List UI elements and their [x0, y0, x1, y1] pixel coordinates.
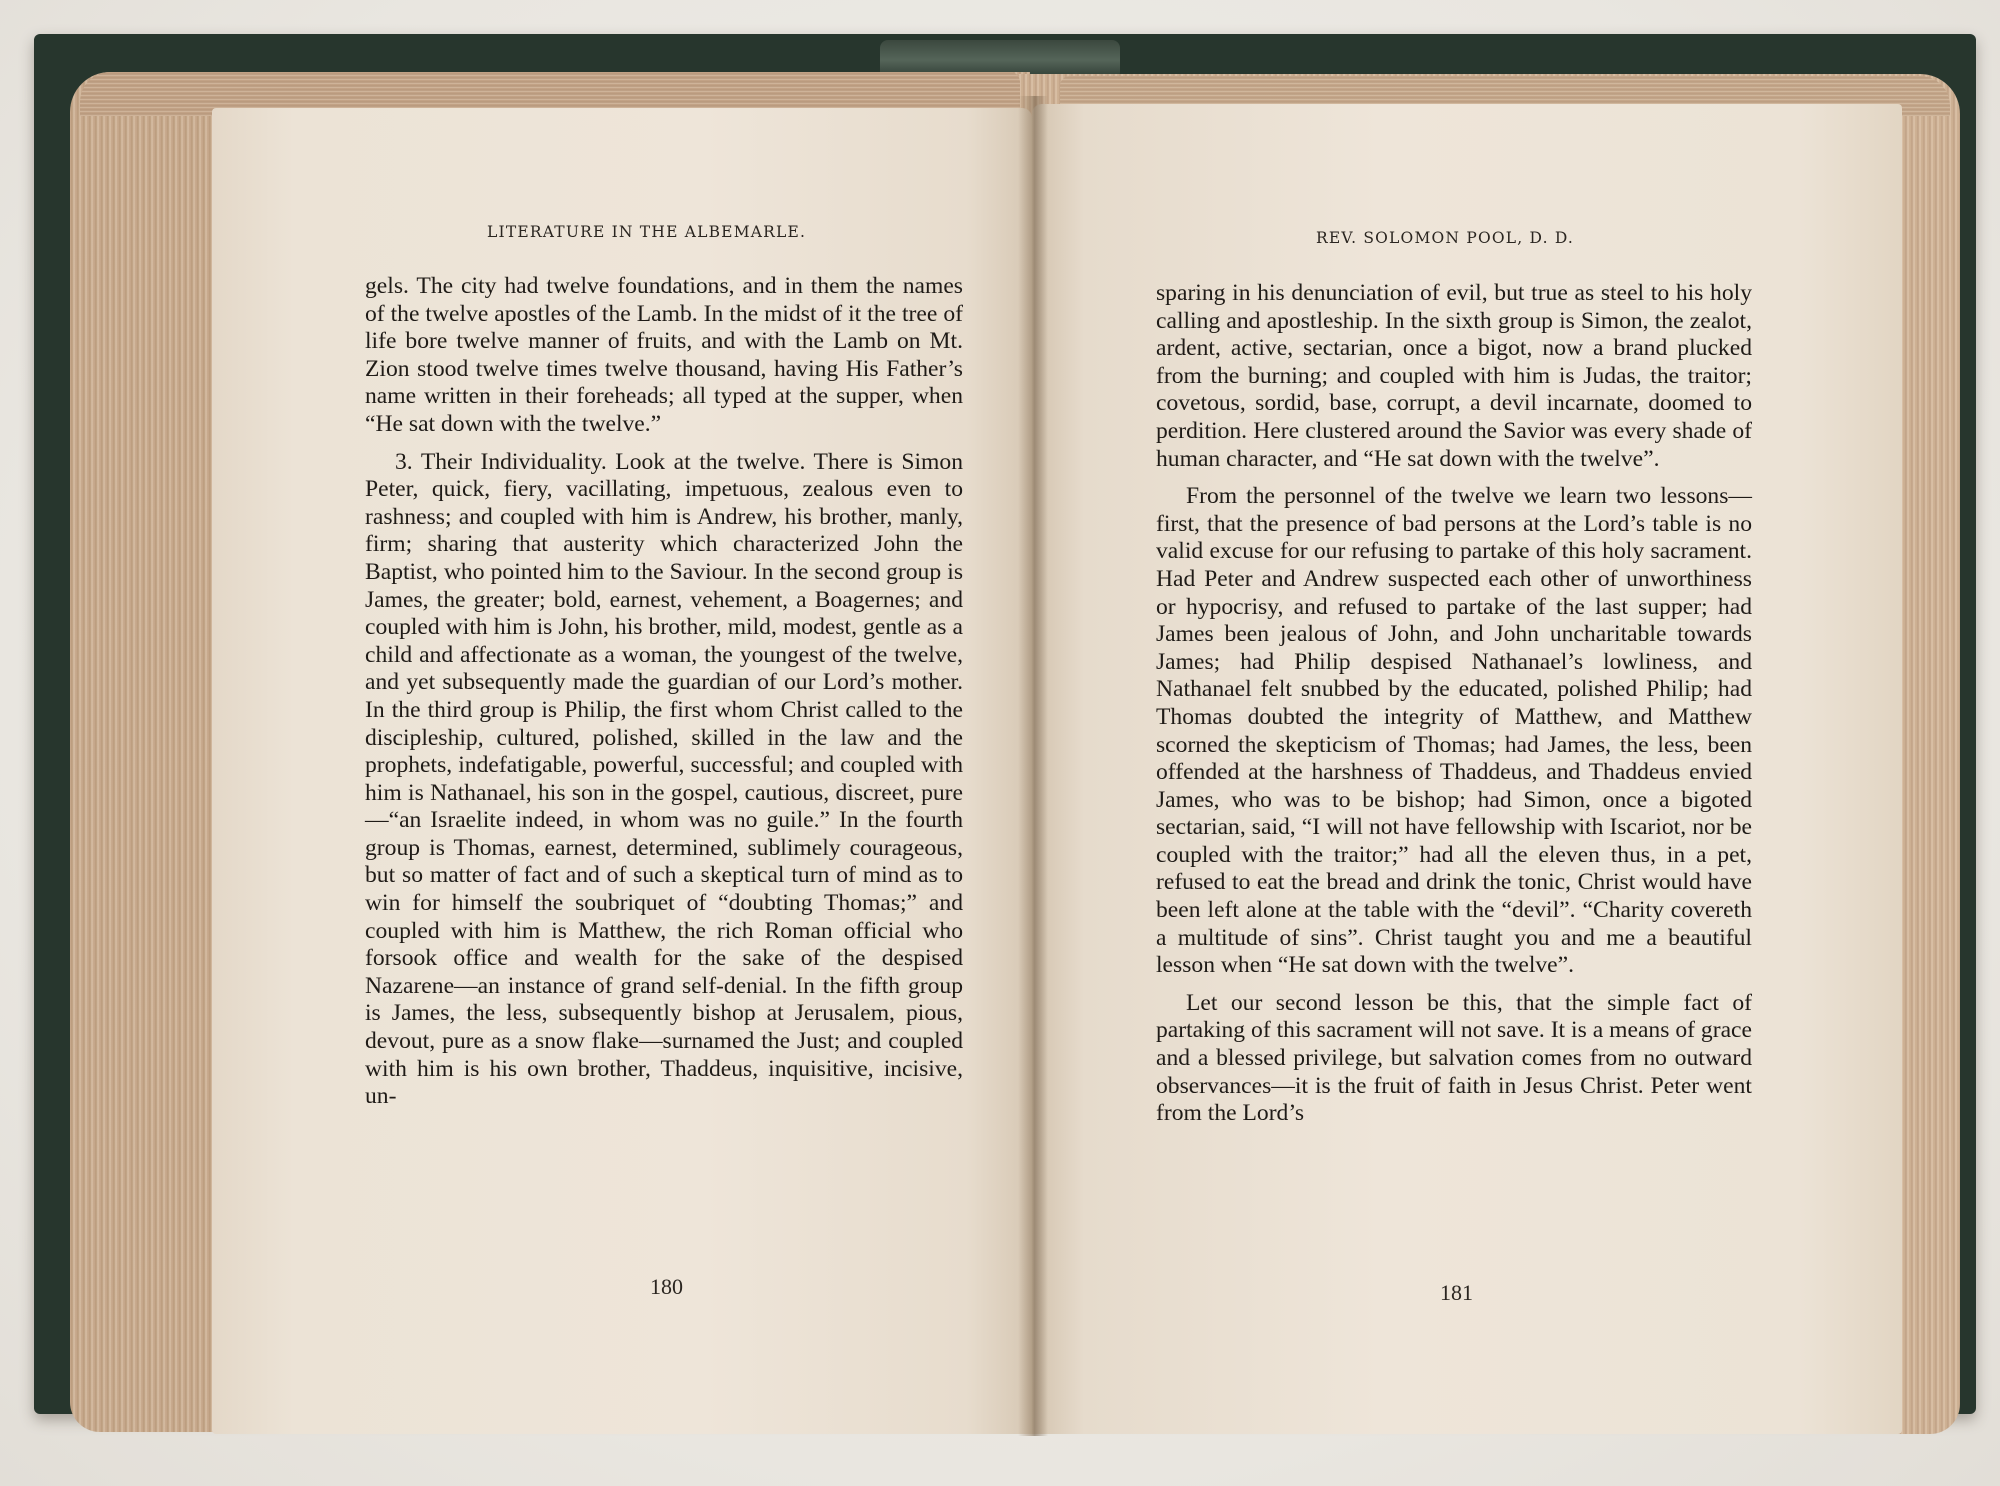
right-page-text	[1156, 280, 1752, 1128]
paragraph: Let our second lesson be this, that the simple fact of partaking of this sacrament will not save. It is a means of grace and a blessed privilege, but salvation comes from no outward observances—it is the fruit of faith in Jesus Christ. Peter went from the Lord’s	[1156, 989, 1752, 1127]
paragraph: 3. Their Individuality. Look at the twelve. There is Simon Peter, quick, fiery, vacillating, impetuous, zealous even to rashness; and coupled with him is Andrew, his brother, manly, firm; sharing that austerity which characterized John the Baptist, who pointed him to the Saviour. In the second group is James, the greater; bold, earnest, vehement, a Boagernes; and coupled with him is John, his brother, mild, modest, gentle as a child and affectionate as a woman, the youngest of the twelve, and yet subsequently made the guardian of our Lord’s mother. In the third group is Philip, the first whom Christ called to the discipleship, cultured, polished, skilled in the law and the prophets, indefatigable, powerful, successful; and coupled with him is Nathanael, his son in the gospel, cautious, discreet, pure—“an Israelite indeed, in whom was no guile.” In the fourth group is Thomas, earnest, determined, sublimely courageous, but so matter of fact and of such a skeptical turn of mind as to win for himself the soubriquet of “doubting Thomas;” and coupled with him is Matthew, the rich Roman official who forsook office and wealth for the sake of the despised Nazarene—an instance of grand self-denial. In the fifth group is James, the less, subsequently bishop at Jerusalem, pious, devout, pure as a snow flake—surnamed the Just; and coupled with him is his own brother, Thaddeus, inquisitive, incisive, un-	[365, 448, 963, 1110]
book-gutter	[1018, 96, 1048, 1436]
right-running-head: REV. SOLOMON POOL, D. D.	[1316, 229, 1575, 247]
left-running-head: LITERATURE IN THE ALBEMARLE.	[487, 223, 807, 241]
paragraph: sparing in his denunciation of evil, but true as steel to his holy calling and apostleship. In the sixth group is Simon, the zealot, ardent, active, sectarian, once a bigot, now a brand plucked from the burning; and coupled with him is Judas, the traitor; covetous, sordid, base, corrupt, a devil incarnate, doomed to perdition. Here clustered around the Savior was every shade of human character, and “He sat down with the twelve”.	[1156, 280, 1752, 472]
left-page-number: 180	[650, 1274, 683, 1299]
paragraph: From the personnel of the twelve we learn two lessons—first, that the presence of bad persons at the Lord’s table is no valid excuse for our refusing to partake of this holy sacrament. Had Peter and Andrew suspected each other of unworthiness or hypocrisy, and refused to partake of the last supper; had James been jealous of John, and John uncharitable towards James; had Philip despised Nathanael’s lowliness, and Nathanael felt snubbed by the educated, polished Philip; had Thomas doubted the integrity of Matthew, and Matthew scorned the skepticism of Thomas; had James, the less, been offended at the harshness of Thaddeus, and Thaddeus envied James, who was to be bishop; had Simon, once a bigoted sectarian, said, “I will not have fellowship with Iscariot, nor be coupled with the traitor;” had all the eleven thus, in a pet, refused to eat the bread and drink the tonic, Christ would have been left alone at the table with the “devil”. “Charity covereth a multitude of sins”. Christ taught you and me a beautiful lesson when “He sat down with the twelve”.	[1156, 483, 1752, 979]
left-page-text	[365, 273, 963, 1111]
paragraph: gels. The city had twelve foundations, and in them the names of the twelve apostles of the Lamb. In the midst of it the tree of life bore twelve manner of fruits, and with the Lamb on Mt. Zion stood twelve times twelve thousand, having His Father’s name written in their foreheads; all typed at the supper, when “He sat down with the twelve.”	[365, 273, 963, 437]
right-page-number: 181	[1440, 1280, 1473, 1305]
